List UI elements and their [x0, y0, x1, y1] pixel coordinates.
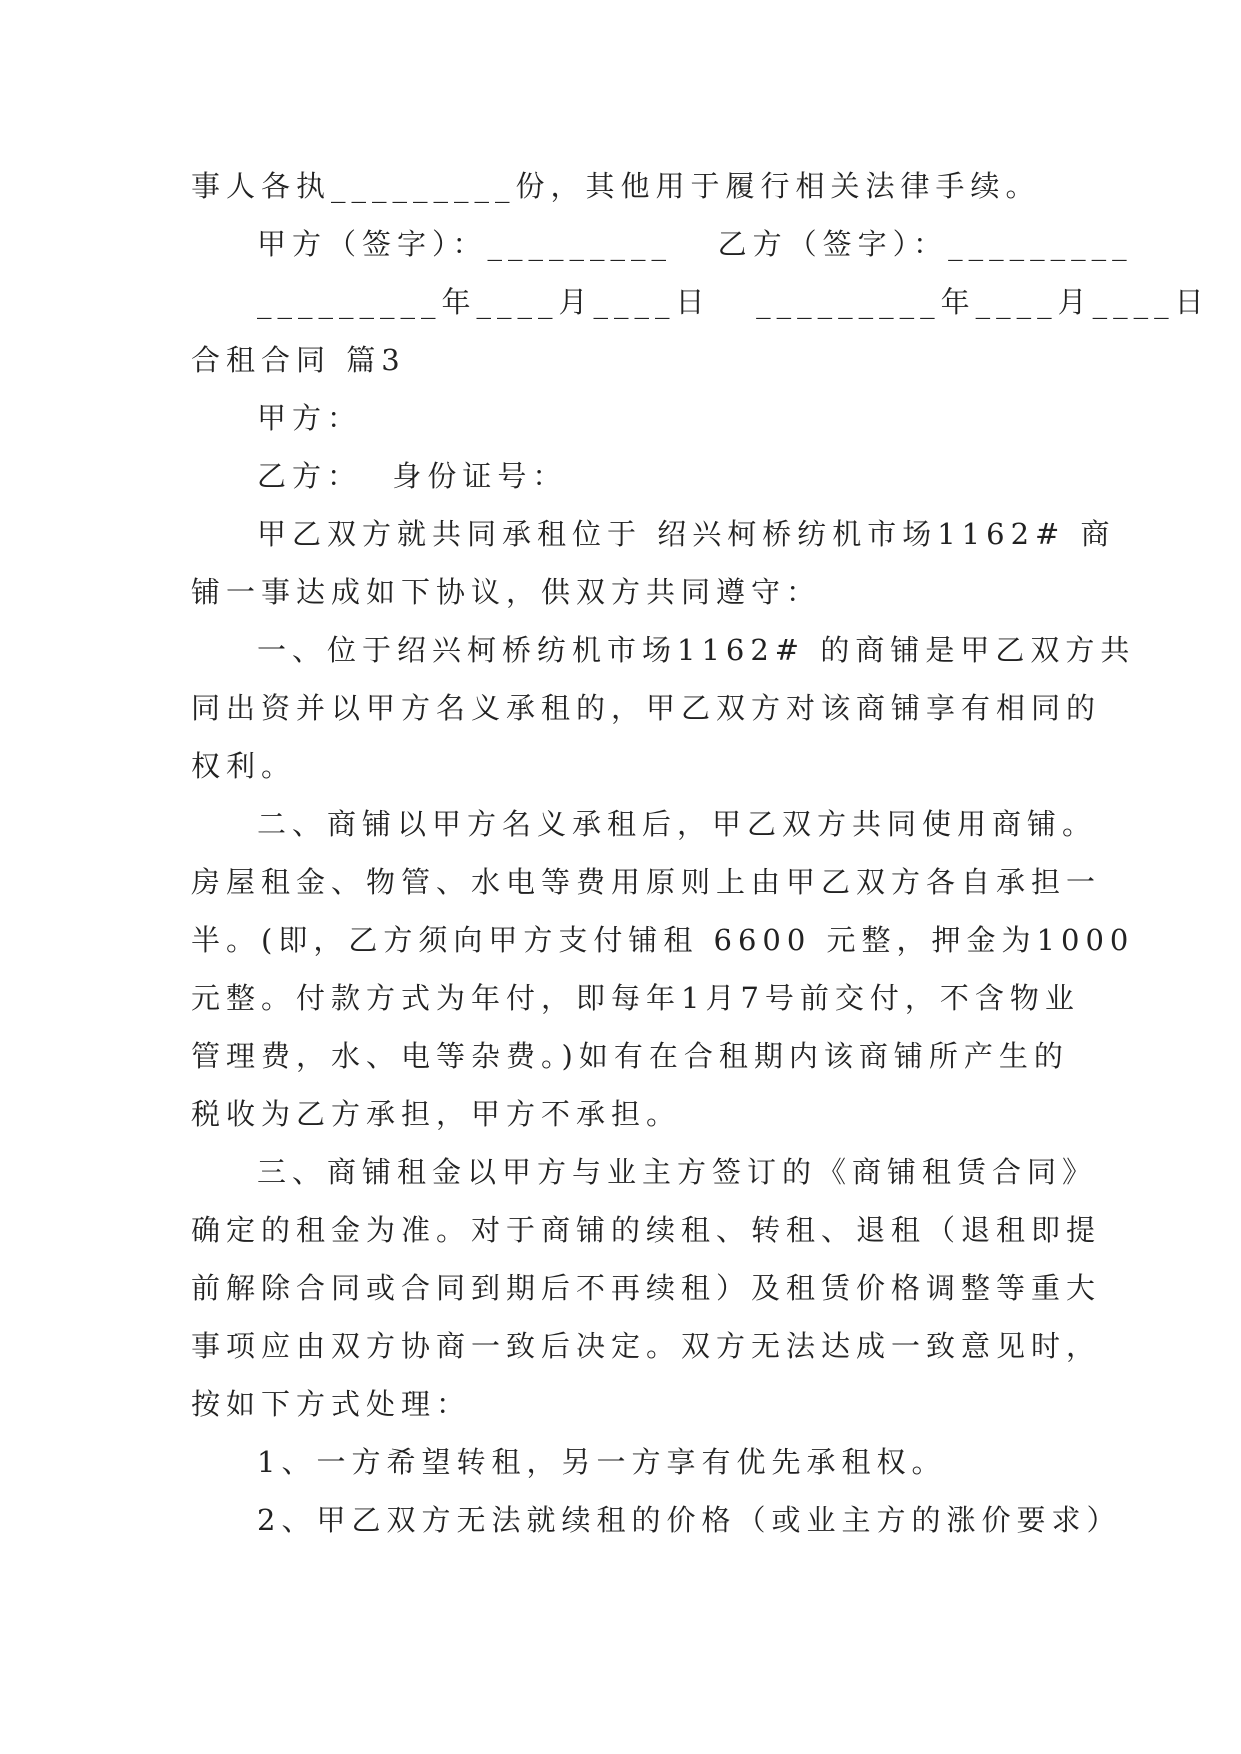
text-line: 前解除合同或合同到期后不再续租）及租赁价格调整等重大	[191, 1271, 1102, 1305]
text-line: 铺一事达成如下协议，供双方共同遵守：	[191, 575, 822, 609]
text-line: 房屋租金、物管、水电等费用原则上由甲乙双方各自承担一	[191, 865, 1102, 899]
text-line: 1、一方希望转租，另一方享有优先承租权。	[257, 1445, 947, 1479]
text-line: 税收为乙方承担，甲方不承担。	[191, 1097, 682, 1131]
date-line: _________年____月____日 _________年____月____日	[257, 285, 1210, 319]
text-line: 管理费，水、电等杂费。)如有在合租期内该商铺所产生的	[191, 1039, 1069, 1073]
text-line: 权利。	[191, 749, 297, 783]
party-a-line: 甲方：	[257, 401, 363, 435]
text-line: 二、商铺以甲方名义承租后，甲乙双方共同使用商铺。	[257, 807, 1098, 841]
text-line: 一、位于绍兴柯桥纺机市场1162# 的商铺是甲乙双方共	[257, 633, 1136, 667]
text-line: 确定的租金为准。对于商铺的续租、转租、退租（退租即提	[191, 1213, 1102, 1247]
text-line: 半。(即，乙方须向甲方支付铺租 6600 元整，押金为1000	[191, 923, 1135, 957]
text-line: 2、甲乙双方无法就续租的价格（或业主方的涨价要求）	[257, 1503, 1122, 1537]
party-b-line: 乙方： 身份证号：	[257, 459, 568, 493]
text-line: 甲乙双方就共同承租位于 绍兴柯桥纺机市场1162# 商	[257, 517, 1116, 551]
text-line: 事人各执_________份，其他用于履行相关法律手续。	[191, 169, 1041, 203]
text-line: 三、商铺租金以甲方与业主方签订的《商铺租赁合同》	[257, 1155, 1098, 1189]
signature-line: 甲方（签字）：_________ 乙方（签字）：_________	[257, 227, 1133, 261]
section-heading: 合租合同 篇3	[191, 343, 406, 377]
text-line: 同出资并以甲方名义承租的，甲乙双方对该商铺享有相同的	[191, 691, 1102, 725]
text-line: 元整。付款方式为年付，即每年1月7号前交付，不含物业	[191, 981, 1080, 1015]
text-line: 事项应由双方协商一致后决定。双方无法达成一致意见时，	[191, 1329, 1102, 1363]
text-line: 按如下方式处理：	[191, 1387, 472, 1421]
